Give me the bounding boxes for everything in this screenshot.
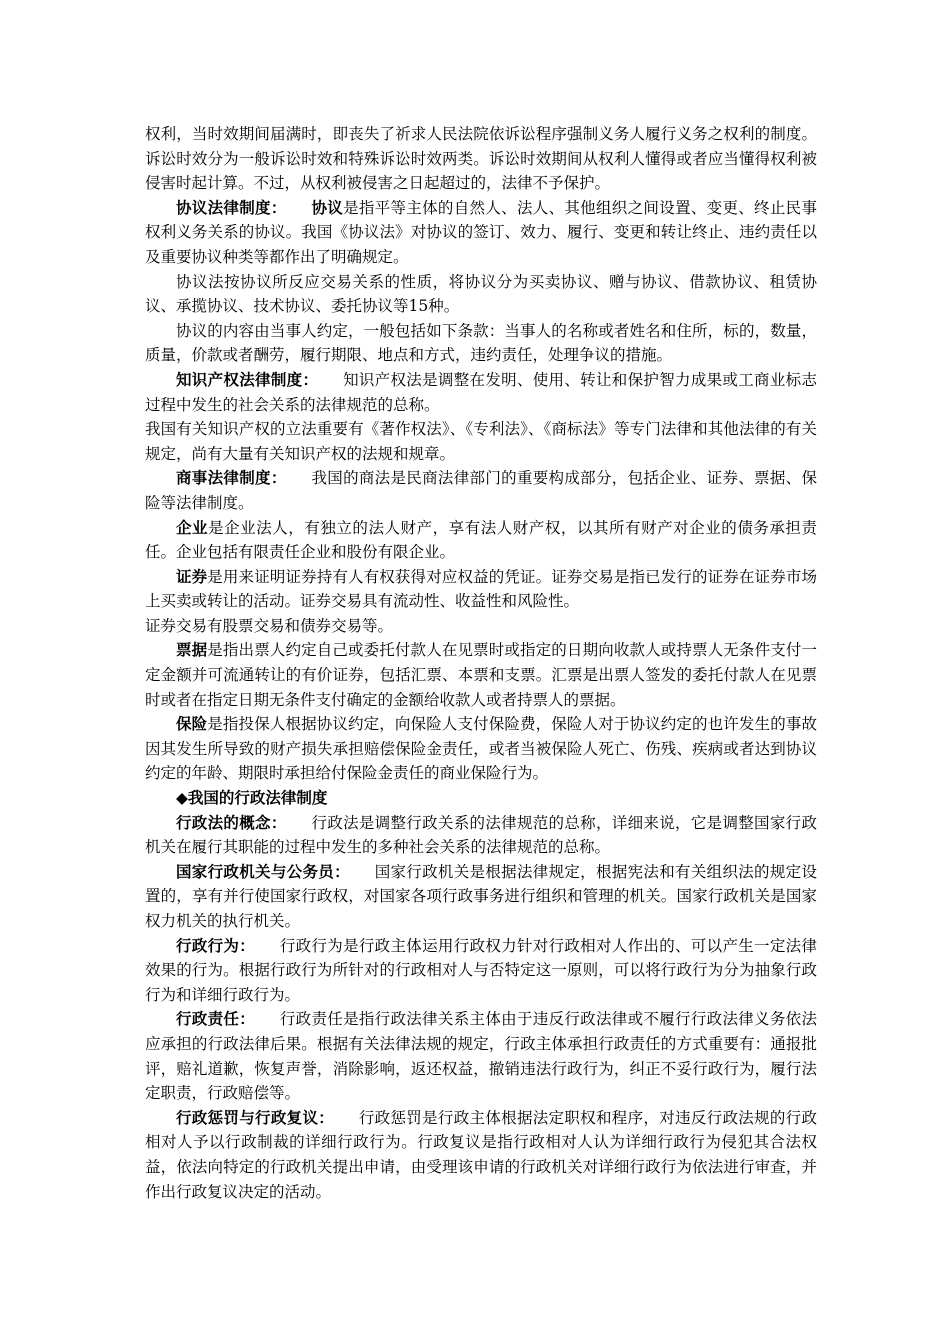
paragraph-text: 协议法按协议所反应交易关系的性质，将协议分为买卖协议、赠与协议、借款协议、租赁协议、承揽协议、技术协议、委托协议等15种。 (145, 272, 817, 316)
paragraph-text: 是指平等主体的自然人、法人、其他组织之间设置、变更、终止民事权利义务关系的协议。我国《协议法》对协议的签订、效力、履行、变更和转让终止、违约责任以及重要协议种类等都作出了明确规定。 (145, 198, 817, 266)
paragraph-securities (145, 565, 817, 614)
paragraph-text: 行政行为是行政主体运用行政权力针对行政相对人作出的、可以产生一定法律效果的行为。根据行政行为所针对的行政相对人与否特定这一原则，可以将行政行为分为抽象行政行为和详细行政行为。 (145, 936, 817, 1004)
paragraph-text: 权利，当时效期间届满时，即丧失了祈求人民法院依诉讼程序强制义务人履行义务之权利的制度。诉讼时效分为一般诉讼时效和特殊诉讼时效两类。诉讼时效期间从权利人懂得或者应当懂得权利被侵害时起计算。不过，从权利被侵害之日起超过的，法律不予保护。 (145, 125, 817, 193)
paragraph-contract-types (145, 270, 817, 319)
paragraph-text: 我国有关知识产权的立法重要有《著作权法》、《专利法》、《商标法》等专门法律和其他法律的有关规定，尚有大量有关知识产权的法规和规章。 (145, 420, 817, 463)
paragraph-text: 行政法是调整行政关系的法律规范的总称，详细来说，它是调整国家行政机关在履行其职能的过程中发生的多种社会关系的法律规范的总称。 (145, 813, 817, 857)
paragraph-contract-law (145, 196, 817, 270)
paragraph-ip-law (145, 368, 817, 417)
section-heading-admin-liability: 行政责任： (176, 1009, 256, 1029)
paragraph-admin-acts (145, 934, 817, 1008)
paragraph-admin-penalty (145, 1106, 817, 1204)
section-heading-contract-law: 协议法律制度： (176, 197, 287, 217)
section-title-text: 我国的行政法律制度 (187, 788, 328, 808)
paragraph-text: 行政责任是指行政法律关系主体由于违反行政法律或不履行行政法律义务依法应承担的行政法律后果。根据有关法律法规的规定，行政主体承担行政责任的方式重要有：通报批评，赔礼道歉，恢复声誉，消除影响，返还权益，撤销违法行政行为，纠正不妥行政行为，履行法定职责，行政赔偿等。 (145, 1010, 817, 1103)
section-heading-admin-law-concept: 行政法的概念： (176, 812, 287, 832)
section-heading-admin-organs: 国家行政机关与公务员： (176, 861, 350, 881)
paragraph-text: 证券交易有股票交易和债券交易等。 (145, 616, 394, 635)
paragraph-contract-content (145, 319, 817, 368)
paragraph-text: 知识产权法是调整在发明、使用、转让和保护智力成果或工商业标志过程中发生的社会关系的法律规范的总称。 (145, 370, 817, 414)
paragraph-ip-legislation (145, 417, 817, 466)
section-heading-admin-penalty: 行政惩罚与行政复议： (176, 1107, 335, 1127)
paragraph-bills (145, 638, 817, 712)
diamond-bullet-icon: ◆ (176, 789, 188, 808)
paragraph-text: 国家行政机关是根据法律规定，根据宪法和有关组织法的规定设置的，享有并行使国家行政权，对国家各项行政事务进行组织和管理的机关。国家行政机关是国家权力机关的执行机关。 (145, 862, 817, 930)
paragraph-commercial-law (145, 466, 817, 515)
paragraph-admin-organs (145, 860, 817, 934)
section-heading-ip-law: 知识产权法律制度： (176, 369, 319, 389)
paragraph-text: 我国的商法是民商法律部门的重要构成部分，包括企业、证券、票据、保险等法律制度。 (145, 469, 817, 512)
paragraph-securities-trading (145, 614, 817, 639)
paragraph-text: 是企业法人，有独立的法人财产，享有法人财产权，以其所有财产对企业的债务承担责任。企业包括有限责任企业和股份有限企业。 (145, 518, 817, 562)
paragraph-text: 是指出票人约定自己或委托付款人在见票时或指定的日期向收款人或持票人无条件支付一定金额并可流通转让的有价证券，包括汇票、本票和支票。汇票是出票人签发的委托付款人在见票时或者在指定日期无条件支付确定的金额给收款人或者持票人的票据。 (145, 641, 817, 709)
paragraph-admin-liability (145, 1007, 817, 1105)
term-contract: 协议 (311, 197, 344, 217)
paragraph-text: 是用来证明证券持有人有权获得对应权益的凭证。证券交易是指已发行的证券在证券市场上买卖或转让的活动。证券交易具有流动性、收益性和风险性。 (145, 567, 817, 611)
section-heading-commercial-law: 商事法律制度： (176, 468, 287, 488)
paragraph-text: 协议的内容由当事人约定，一般包括如下条款：当事人的名称或者姓名和住所，标的，数量，质量，价款或者酬劳，履行期限、地点和方式，违约责任，处理争议的措施。 (145, 321, 817, 365)
paragraph-text: 是指投保人根据协议约定，向保险人支付保险费，保险人对于协议约定的也许发生的事故因其发生所导致的财产损失承担赔偿保险金责任，或者当被保险人死亡、伤残、疾病或者达到协议约定的年龄、期限时承担给付保险金责任的商业保险行为。 (145, 715, 817, 783)
section-heading-admin-acts: 行政行为： (176, 935, 256, 955)
term-enterprise: 企业 (176, 517, 209, 537)
section-title-administrative-law (145, 786, 817, 811)
paragraph-admin-law-concept (145, 811, 817, 860)
paragraph-insurance (145, 712, 817, 786)
paragraph-enterprise (145, 516, 817, 565)
term-insurance: 保险 (176, 714, 208, 734)
term-securities: 证券 (176, 566, 208, 586)
paragraph-text: 行政惩罚是行政主体根据法定职权和程序，对违反行政法规的行政相对人予以行政制裁的详细行政行为。行政复议是指行政相对人认为详细行政行为侵犯其合法权益，依法向特定的行政机关提出申请，由受理该申请的行政机关对详细行政行为依法进行审查，并作出行政复议决定的活动。 (145, 1108, 817, 1201)
document-page (145, 122, 817, 1204)
term-bills: 票据 (176, 640, 208, 660)
paragraph-statute-limitations (145, 122, 817, 196)
